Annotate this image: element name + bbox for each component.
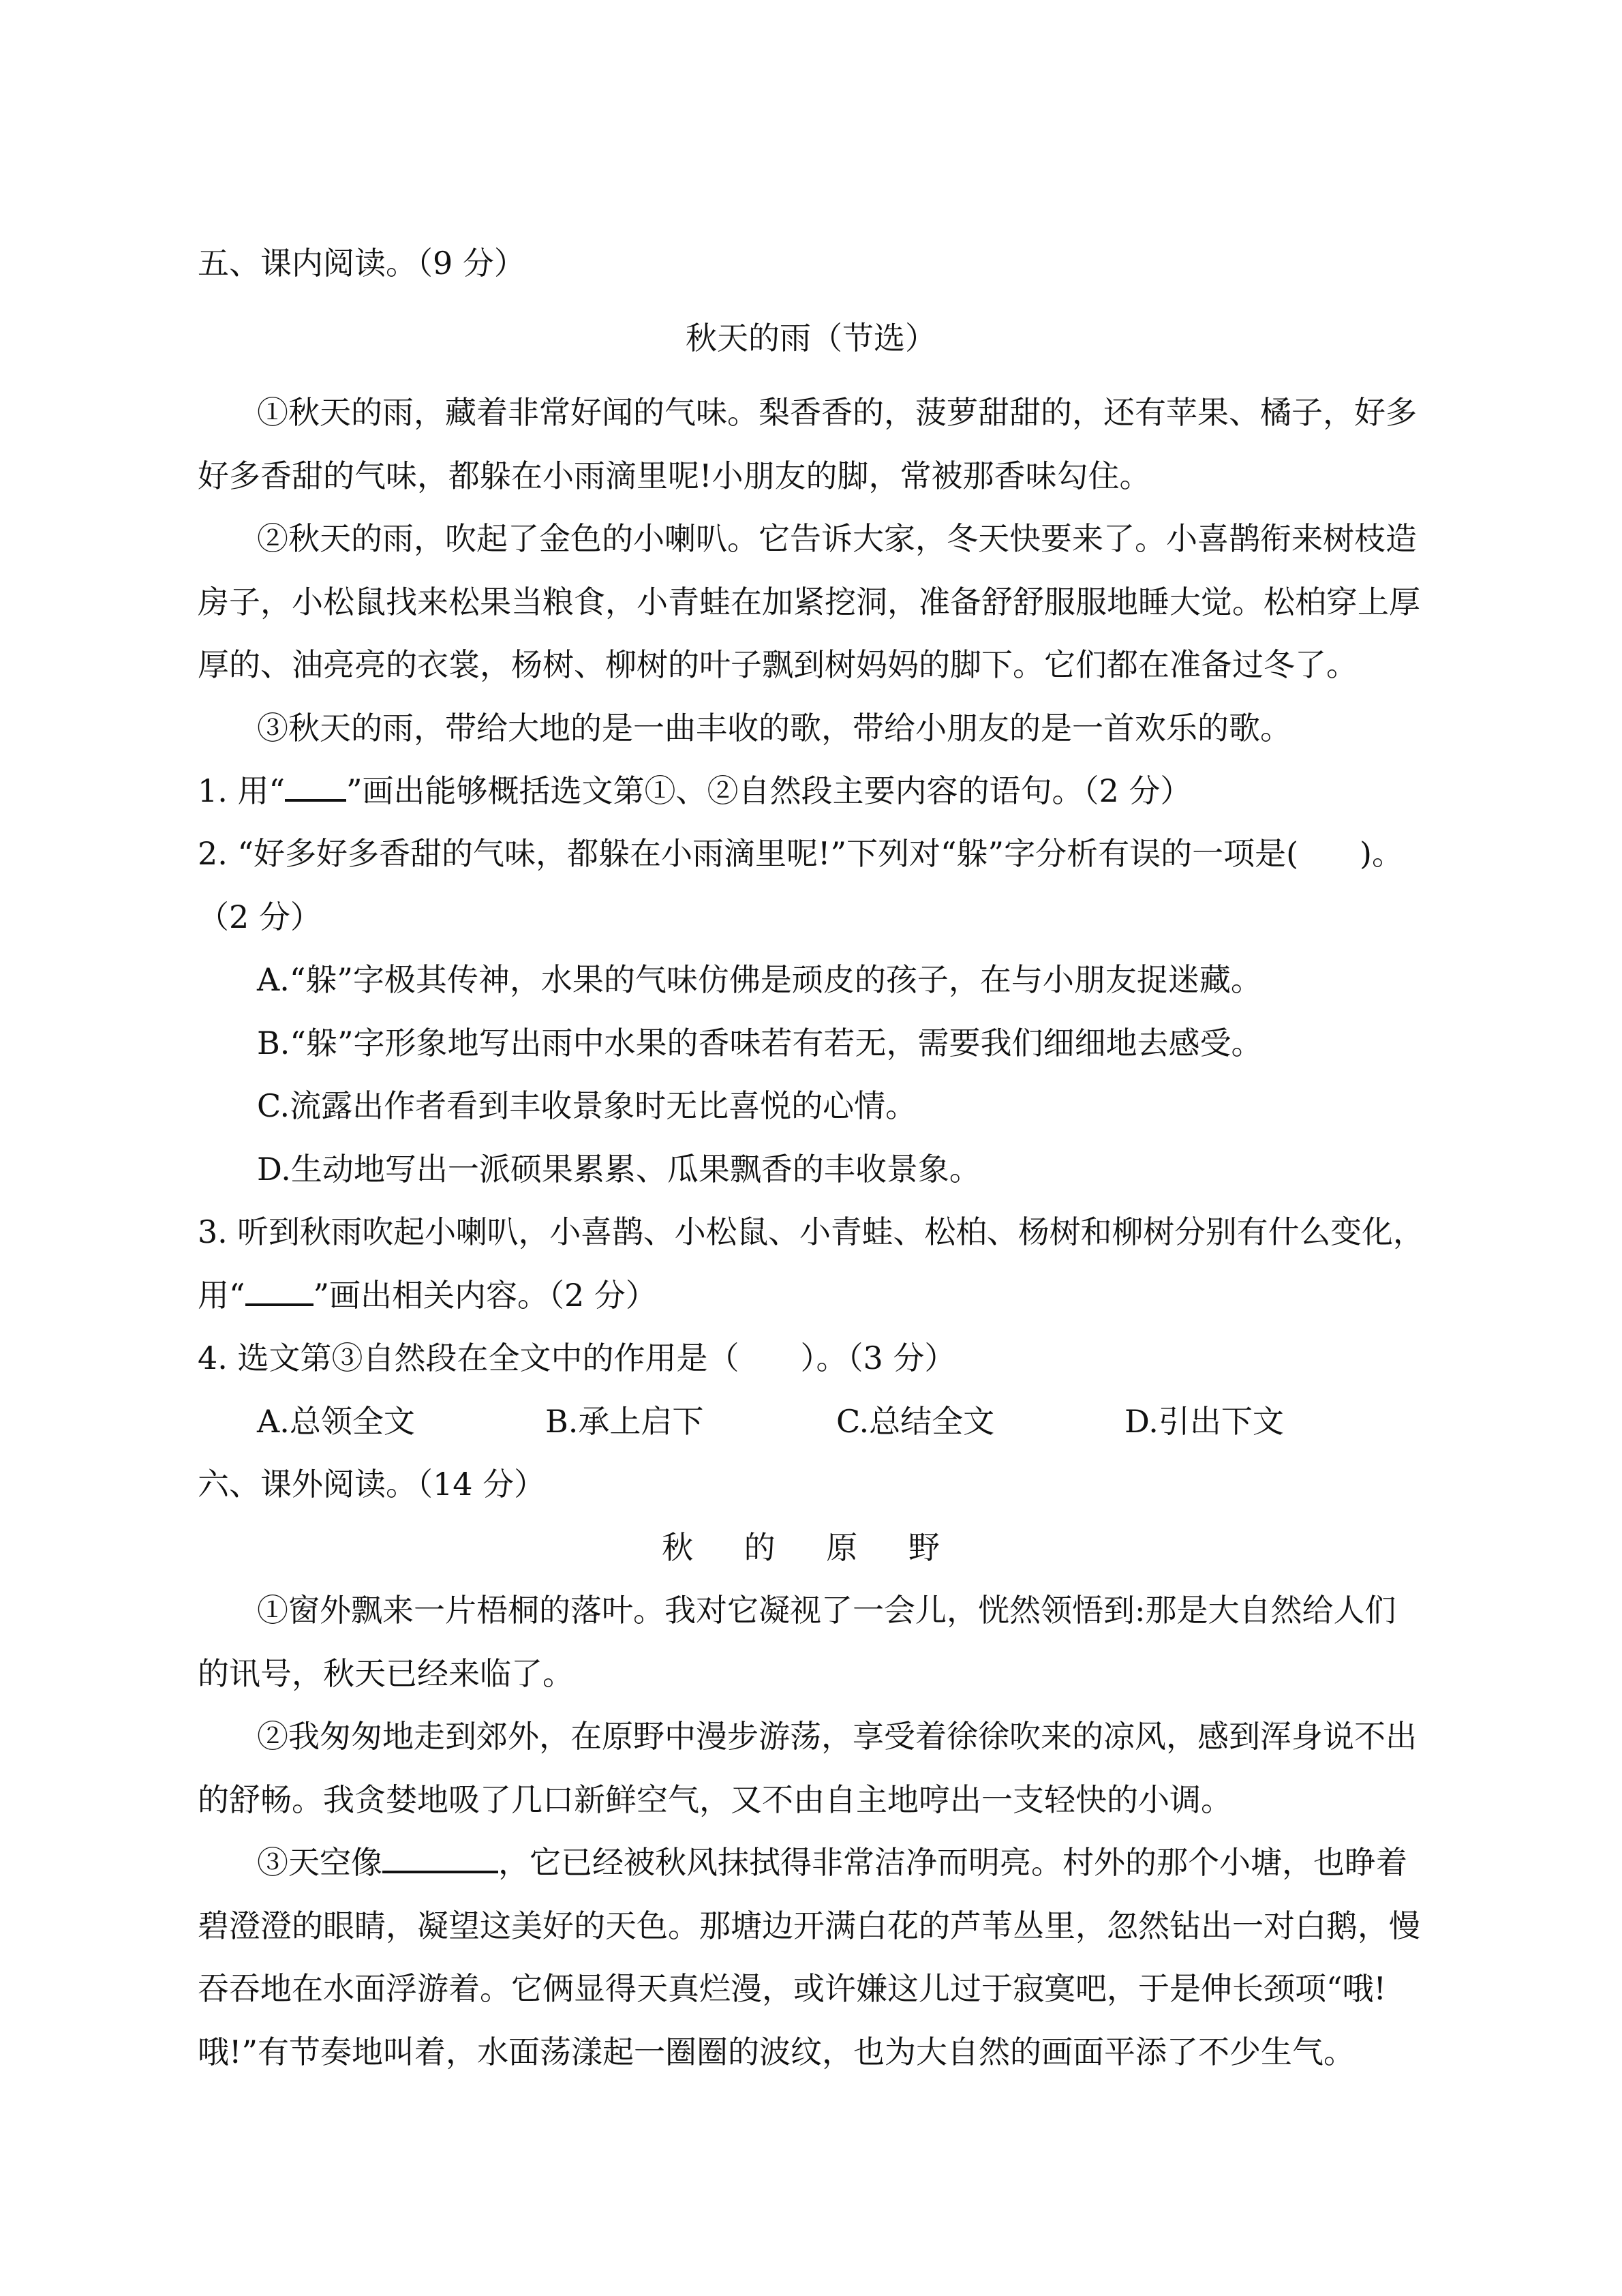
question-4-option-a[interactable]: A.总领全文 xyxy=(257,1403,415,1440)
question-3-line2 xyxy=(198,1275,657,1316)
section5-passage-title: 秋天的雨（节选） xyxy=(686,320,936,357)
question-4-text-b: ）。（3 分） xyxy=(800,1340,956,1376)
underline-sample xyxy=(285,772,346,802)
section6-passage-title: 秋 的 原 野 xyxy=(662,1529,960,1566)
question-2-text-b: )。 xyxy=(1360,835,1403,872)
section5-p1-line2: 好多香甜的气味，都躲在小雨滴里呢!小朋友的脚，常被那香味勾住。 xyxy=(198,457,1151,494)
section6-p1-line1: ①窗外飘来一片梧桐的落叶。我对它凝视了一会儿，恍然领悟到:那是大自然给人们 xyxy=(257,1592,1396,1629)
question-2-line2: （2 分） xyxy=(198,898,322,935)
section5-p2-line2: 房子，小松鼠找来松果当粮食，小青蛙在加紧挖洞，准备舒舒服服地睡大觉。松柏穿上厚 xyxy=(198,584,1420,620)
section5-p3-line1: ③秋天的雨，带给大地的是一曲丰收的歌，带给小朋友的是一首欢乐的歌。 xyxy=(257,710,1291,746)
question-1-text-a: 1. 用“ xyxy=(198,772,286,809)
section5-p1-line1: ①秋天的雨，藏着非常好闻的气味。梨香香的，菠萝甜甜的，还有苹果、橘子，好多 xyxy=(257,394,1417,431)
question-3-text-a: 用“ xyxy=(198,1277,245,1314)
question-4 xyxy=(198,1338,955,1378)
question-4-option-c[interactable]: C.总结全文 xyxy=(836,1403,995,1440)
question-3-text-b: ”画出相关内容。（2 分） xyxy=(313,1277,657,1314)
underline-sample xyxy=(245,1276,313,1306)
fill-in-blank[interactable] xyxy=(382,1843,498,1873)
section6-p1-line2: 的讯号，秋天已经来临了。 xyxy=(198,1655,574,1692)
section6-p2-line1: ②我匆匆地走到郊外，在原野中漫步游荡，享受着徐徐吹来的凉风，感到浑身说不出 xyxy=(257,1718,1417,1755)
section6-p3-line2: 碧澄澄的眼睛，凝望这美好的天色。那塘边开满白花的芦苇丛里，忽然钻出一对白鹅，慢 xyxy=(198,1907,1420,1944)
question-2-text-a: 2. “好多好多香甜的气味，都躲在小雨滴里呢!”下列对“躲”字分析有误的一项是( xyxy=(198,835,1299,872)
section6-p3-text-a: ③天空像 xyxy=(257,1844,382,1881)
question-2-option-c[interactable]: C.流露出作者看到丰收景象时无比喜悦的心情。 xyxy=(257,1087,917,1124)
question-2-option-d[interactable]: D.生动地写出一派硕果累累、瓜果飘香的丰收景象。 xyxy=(257,1151,981,1188)
question-2-option-a[interactable]: A.“躲”字极其传神，水果的气味仿佛是顽皮的孩子，在与小朋友捉迷藏。 xyxy=(257,961,1262,998)
section6-p2-line2: 的舒畅。我贪婪地吸了几口新鲜空气，又不由自主地哼出一支轻快的小调。 xyxy=(198,1781,1232,1818)
section6-p3-line1 xyxy=(257,1842,1407,1883)
question-2-option-b[interactable]: B.“躲”字形象地写出雨中水果的香味若有若无，需要我们细细地去感受。 xyxy=(257,1025,1263,1061)
question-1 xyxy=(198,770,1191,811)
question-4-option-d[interactable]: D.引出下文 xyxy=(1124,1403,1284,1440)
question-3-line1: 3. 听到秋雨吹起小喇叭，小喜鹊、小松鼠、小青蛙、松柏、杨树和柳树分别有什么变化， xyxy=(198,1213,1424,1250)
section6-p3-line4: 哦!”有节奏地叫着，水面荡漾起一圈圈的波纹，也为大自然的画面平添了不少生气。 xyxy=(198,2034,1356,2070)
question-4-option-b[interactable]: B.承上启下 xyxy=(545,1403,704,1440)
section5-heading: 五、课内阅读。（9 分） xyxy=(198,245,525,282)
question-2-line1 xyxy=(198,833,1403,874)
question-1-text-b: ”画出能够概括选文第①、②自然段主要内容的语句。（2 分） xyxy=(346,772,1192,809)
section6-p3-text-b: ，它已经被秋风抹拭得非常洁净而明亮。村外的那个小塘，也睁着 xyxy=(498,1844,1407,1881)
section6-p3-line3: 吞吞地在水面浮游着。它俩显得天真烂漫，或许嫌这儿过于寂寞吧，于是伸长颈项“哦! xyxy=(198,1970,1387,2007)
section6-heading: 六、课外阅读。（14 分） xyxy=(198,1466,546,1502)
question-4-text-a: 4. 选文第③自然段在全文中的作用是（ xyxy=(198,1340,739,1376)
section5-p2-line1: ②秋天的雨，吹起了金色的小喇叭。它告诉大家，冬天快要来了。小喜鹊衔来树枝造 xyxy=(257,520,1417,557)
section5-p2-line3: 厚的、油亮亮的衣裳，杨树、柳树的叶子飘到树妈妈的脚下。它们都在准备过冬了。 xyxy=(198,646,1358,683)
